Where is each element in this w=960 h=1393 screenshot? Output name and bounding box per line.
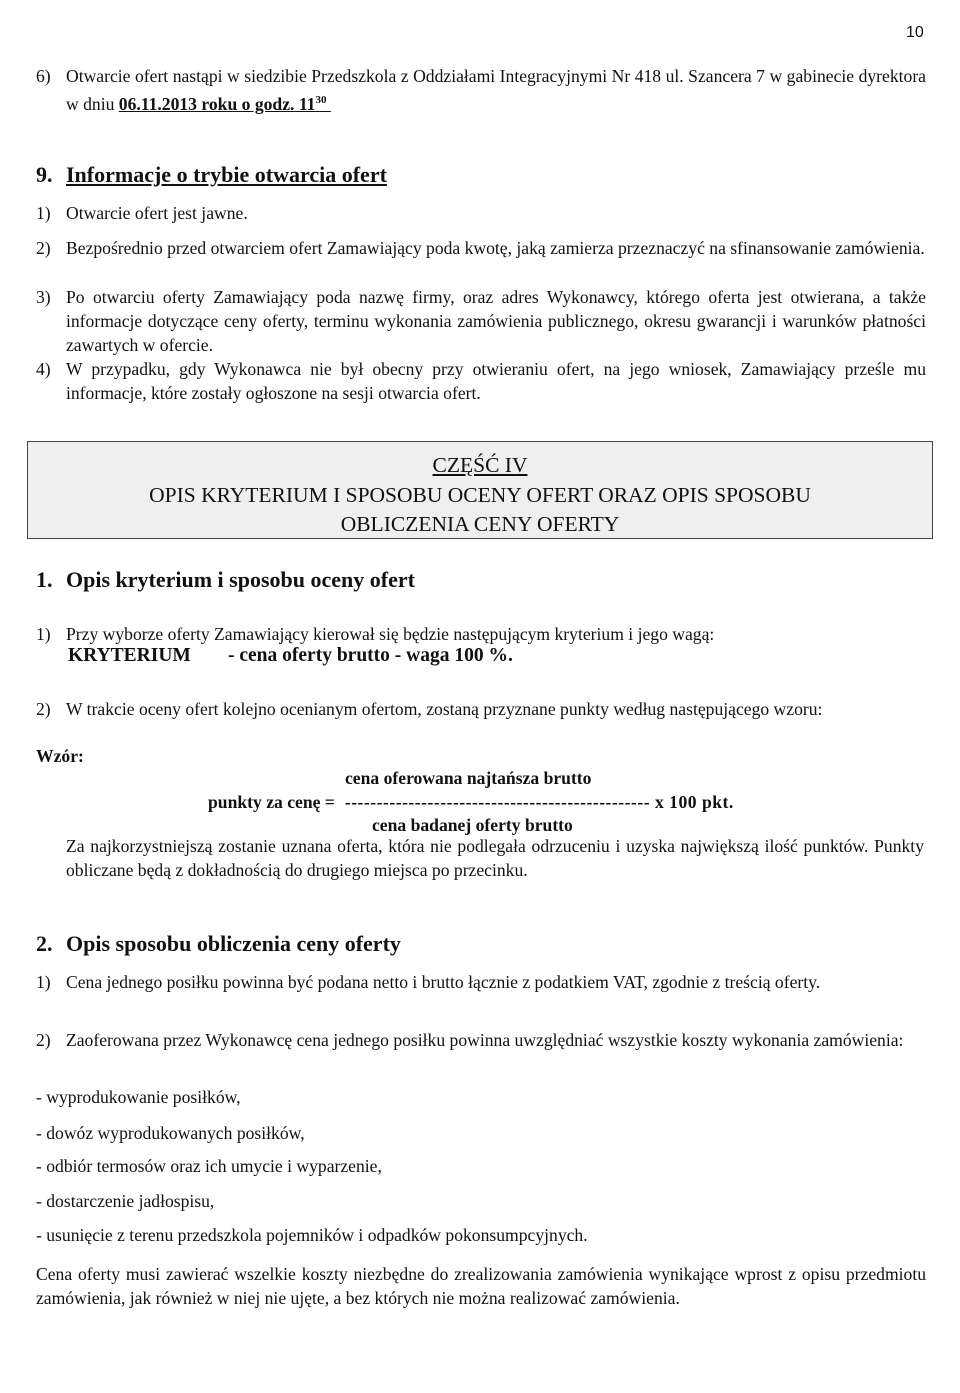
list-item [36,201,926,225]
criterion-label: KRYTERIUM [68,645,191,666]
section-title: Opis kryterium i sposobu oceny ofert [66,567,415,592]
item-text [66,64,926,116]
list-item: - dostarczenie jadłospisu, [36,1191,215,1211]
item-number: 2) [36,238,51,258]
list-item [36,357,926,405]
item-number: 3) [36,287,51,307]
item-text: W trakcie oceny ofert kolejno ocenianym ofertom, zostaną przyznane punkty według następującego wzoru: [66,699,823,719]
item-text: Zaoferowana przez Wykonawcę cena jednego posiłku powinna uwzględniać wszystkie koszty wykonania zamówienia: [66,1030,904,1050]
part-label: CZĘŚĆ IV [432,453,528,477]
item-number: 2) [36,1030,51,1050]
part-title-box [27,441,933,539]
list-item: - usunięcie z terenu przedszkola pojemników i odpadków pokonsumpcyjnych. [36,1225,588,1245]
section-number: 9. [36,162,53,187]
opening-date-text: 06.11.2013 roku o godz. 11 [118,93,316,114]
item-text: W przypadku, gdy Wykonawca nie był obecny przy otwieraniu ofert, na jego wniosek, Zamawiający prześle mu informacje, które zostały ogłoszone na sesji otwarcia ofert. [66,359,926,403]
part-title-line-2: OBLICZENIA CENY OFERTY [340,512,620,536]
list-item [36,970,926,994]
section-heading-1 [36,567,415,593]
item-text: Po otwarciu oferty Zamawiający poda nazwę firmy, oraz adres Wykonawcy, którego oferta jest otwierana, a także informacje dotyczące ceny oferty, terminu wykonania zamówienia publicznego, okresu gwarancji i warunków płatności zawartych w ofercie. [66,287,926,355]
item-text: Otwarcie ofert jest jawne. [66,203,248,223]
criterion-value: - cena oferty brutto - waga 100 %. [228,645,513,666]
list-item: - dowóz wyprodukowanych posiłków, [36,1123,305,1143]
opening-date [119,94,331,114]
section-title: Informacje o trybie otwarcia ofert [66,162,387,187]
formula-fraction-bar: ------------------------------------------------ x 100 pkt. [344,792,734,812]
section-number: 2. [36,931,53,956]
page-number: 10 [906,24,924,41]
list-item [36,622,926,646]
formula-line [208,792,734,813]
item-number: 1) [36,624,51,644]
list-item: - wyprodukowanie posiłków, [36,1087,241,1107]
formula-note: Za najkorzystniejszą zostanie uznana oferta, która nie podlegała odrzuceniu i uzyska największą ilość punktów. Punkty obliczane będą z dokładnością do drugiego miejsca po przecinku. [66,836,924,880]
formula-label: Wzór: [36,746,84,766]
item-text: Cena jednego posiłku powinna być podana netto i brutto łącznie z podatkiem VAT, zgodnie z treścią oferty. [66,972,821,992]
section-heading-2 [36,931,401,957]
list-item [36,1028,926,1052]
formula-denominator: cena badanej oferty brutto [372,815,573,835]
criterion-line [68,645,513,667]
list-item [36,285,926,357]
item-6-text: Otwarcie ofert nastąpi w siedzibie Przedszkola z Oddziałami Integracyjnymi Nr 418 ul. Szancera 7 w gabinecie dyrektora w dniu [66,66,926,114]
list-item [36,697,926,721]
item-number: 1) [36,972,51,992]
part-title-line-1: OPIS KRYTERIUM I SPOSOBU OCENY OFERT ORAZ OPIS SPOSOBU [149,483,811,507]
item-text: Przy wyborze oferty Zamawiający kierował się będzie następującym kryterium i jego wagą: [66,624,715,644]
final-paragraph: Cena oferty musi zawierać wszelkie koszty niezbędne do zrealizowania zamówienia wynikające wprost z opisu przedmiotu zamówienia, jak również w niej nie ujęte, a bez których nie można realizować zamówienia. [36,1264,926,1308]
item-number: 4) [36,359,51,379]
section-title: Opis sposobu obliczenia ceny oferty [66,931,401,956]
item-text: Bezpośrednio przed otwarciem ofert Zamawiający poda kwotę, jaką zamierza przeznaczyć na sfinansowanie zamówienia. [66,238,925,258]
formula-lhs: punkty za cenę = [208,792,335,812]
section-heading-9 [36,162,387,188]
item-number: 6) [36,66,51,86]
section-number: 1. [36,567,53,592]
item-number: 1) [36,203,51,223]
item-number: 2) [36,699,51,719]
item-6 [36,64,926,116]
list-item [36,236,926,260]
list-item: - odbiór termosów oraz ich umycie i wyparzenie, [36,1156,382,1176]
formula-numerator: cena oferowana najtańsza brutto [345,768,592,788]
opening-minutes: 30 [315,94,327,106]
